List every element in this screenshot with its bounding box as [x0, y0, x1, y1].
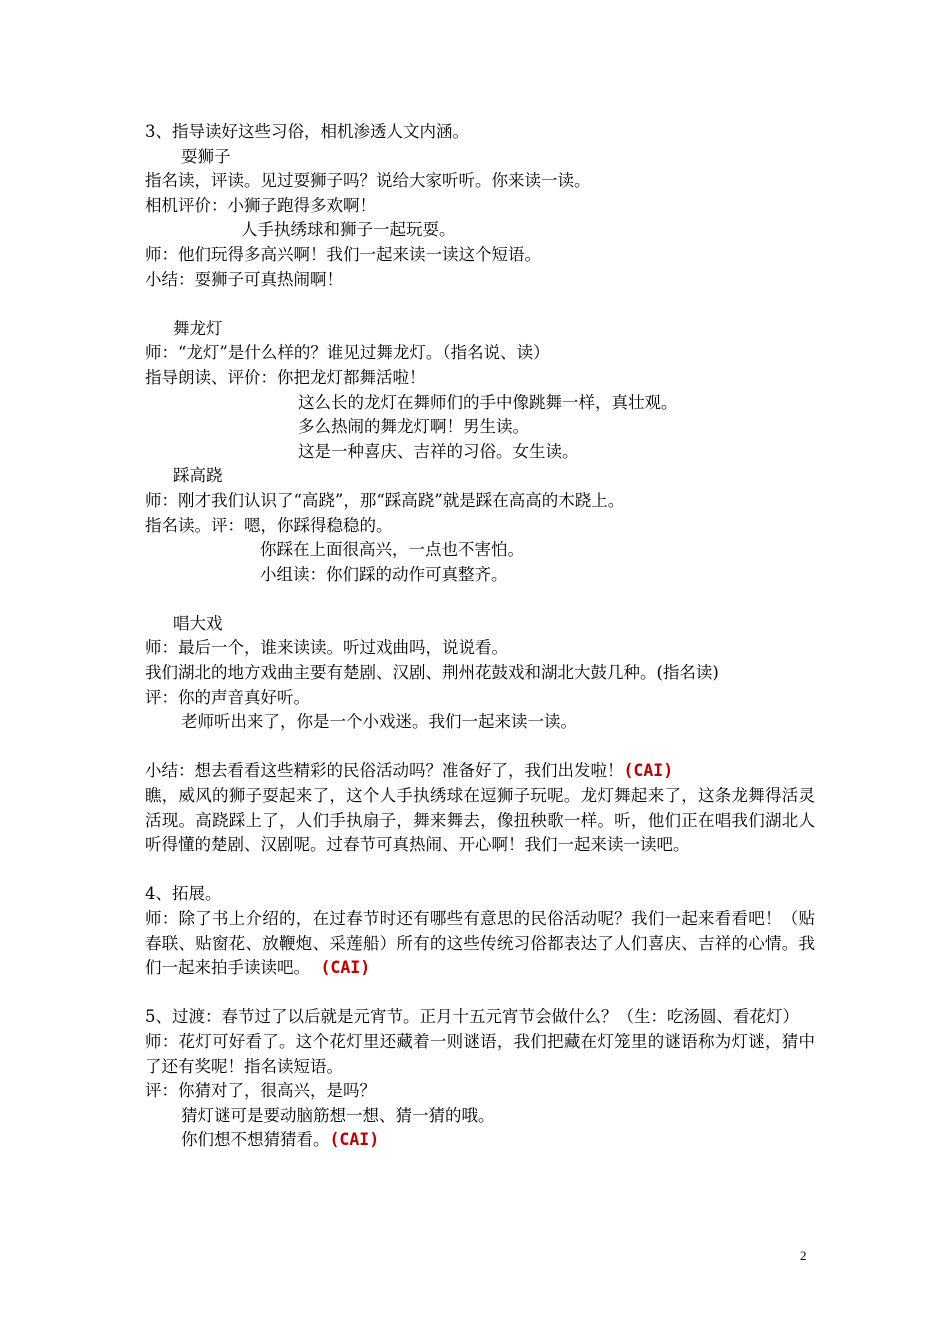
summary-text: 小结：想去看看这些精彩的民俗活动吗？准备好了，我们出发啦！: [145, 761, 624, 781]
lantern-paragraph: 师：花灯可好看了。这个花灯里还藏着一则谜语，我们把藏在灯笼里的谜语称为灯谜，猜中了还有奖呢！指名读短语。: [145, 1031, 815, 1076]
summary-paragraph: 瞧，威风的狮子耍起来了，这个人手执绣球在逗狮子玩呢。龙灯舞起来了，这条龙舞得活灵活现。高跷踩上了，人们手执扇子，舞来舞去，像扭秧歌一样。听，他们正在唱我们湖北人听得懂的楚剧、汉剧呢。过春节可真热闹、开心啊！我们一起来读一读吧。: [145, 786, 815, 855]
dragon-line-2: 指导朗读、评价：你把龙灯都舞活啦！: [145, 367, 426, 387]
section-3-heading: 3、指导读好这些习俗，相机渗透人文内涵。: [145, 122, 469, 141]
spacer: [145, 981, 815, 1006]
dragon-line-5: 这是一种喜庆、吉祥的习俗。女生读。: [298, 441, 579, 461]
page-number: 2: [800, 1248, 807, 1263]
cai-marker: (CAI): [329, 1130, 380, 1150]
dragon-line-4: 多么热闹的舞龙灯啊！男生读。: [298, 417, 529, 437]
lion-line-3: 人手执绣球和狮子一起玩耍。: [241, 220, 456, 240]
stilts-line-4: 小组读：你们踩的动作可真整齐。: [260, 564, 508, 584]
opera-line-1: 师：最后一个，谁来读读。听过戏曲吗，说说看。: [145, 638, 508, 658]
document-body: [145, 120, 815, 1153]
riddle-line-1: 评：你猜对了，很高兴，是吗？: [145, 1081, 376, 1101]
section-5-paragraph: 5、过渡：春节过了以后就是元宵节。正月十五元宵节会做什么？（生：吃汤圆、看花灯）: [145, 1007, 799, 1027]
stilts-line-1: 师：刚才我们认识了“高跷”，那“踩高跷”就是踩在高高的木跷上。: [145, 490, 625, 510]
extension-text: 师：除了书上介绍的，在过春节时还有哪些有意思的民俗活动呢？我们一起来看看吧！（贴春联、贴窗花、放鞭炮、采莲船）所有的这些传统习俗都表达了人们喜庆、吉祥的心情。我们一起来拍手读读吧。: [145, 909, 815, 978]
lion-line-2: 相机评价：小狮子跑得多欢啊！: [145, 195, 376, 215]
riddle-line-3: [145, 1128, 815, 1153]
dragon-lantern-title: 舞龙灯: [173, 318, 223, 338]
riddle-text: 你们想不想猜猜看。: [181, 1130, 330, 1150]
extension-paragraph: [145, 907, 815, 981]
opera-line-4: 老师听出来了，你是一个小戏迷。我们一起来读一读。: [181, 712, 577, 732]
stilts-title: 踩高跷: [173, 466, 223, 486]
stilts-line-2: 指名读。评：嗯，你踩得稳稳的。: [145, 515, 393, 535]
opera-title: 唱大戏: [173, 613, 223, 633]
riddle-line-2: 猜灯谜可是要动脑筋想一想、猜一猜的哦。: [181, 1105, 495, 1125]
lion-dance-title: 耍狮子: [181, 146, 231, 166]
spacer: [145, 858, 815, 883]
summary-line: [145, 759, 815, 784]
spacer: [145, 292, 815, 317]
dragon-line-1: 师：“龙灯”是什么样的？谁见过舞龙灯。（指名说、读）: [145, 343, 550, 363]
stilts-line-3: 你踩在上面很高兴，一点也不害怕。: [260, 540, 524, 560]
lion-line-1: 指名读，评读。见过耍狮子吗？说给大家听听。你来读一读。: [145, 171, 591, 191]
lion-summary: 小结：耍狮子可真热闹啊！: [145, 269, 343, 289]
cai-marker: (CAI): [623, 761, 674, 781]
dragon-line-3: 这么长的龙灯在舞师们的手中像跳舞一样，真壮观。: [298, 392, 678, 412]
spacer: [145, 735, 815, 760]
cai-marker: (CAI): [320, 958, 371, 978]
opera-line-3: 评：你的声音真好听。: [145, 687, 310, 707]
section-4-heading: 4、拓展。: [145, 884, 222, 904]
opera-line-2: 我们湖北的地方戏曲主要有楚剧、汉剧、荆州花鼓戏和湖北大鼓几种。(指名读): [145, 663, 719, 683]
lion-line-4: 师：他们玩得多高兴啊！我们一起来读一读这个短语。: [145, 244, 541, 264]
spacer: [145, 587, 815, 612]
